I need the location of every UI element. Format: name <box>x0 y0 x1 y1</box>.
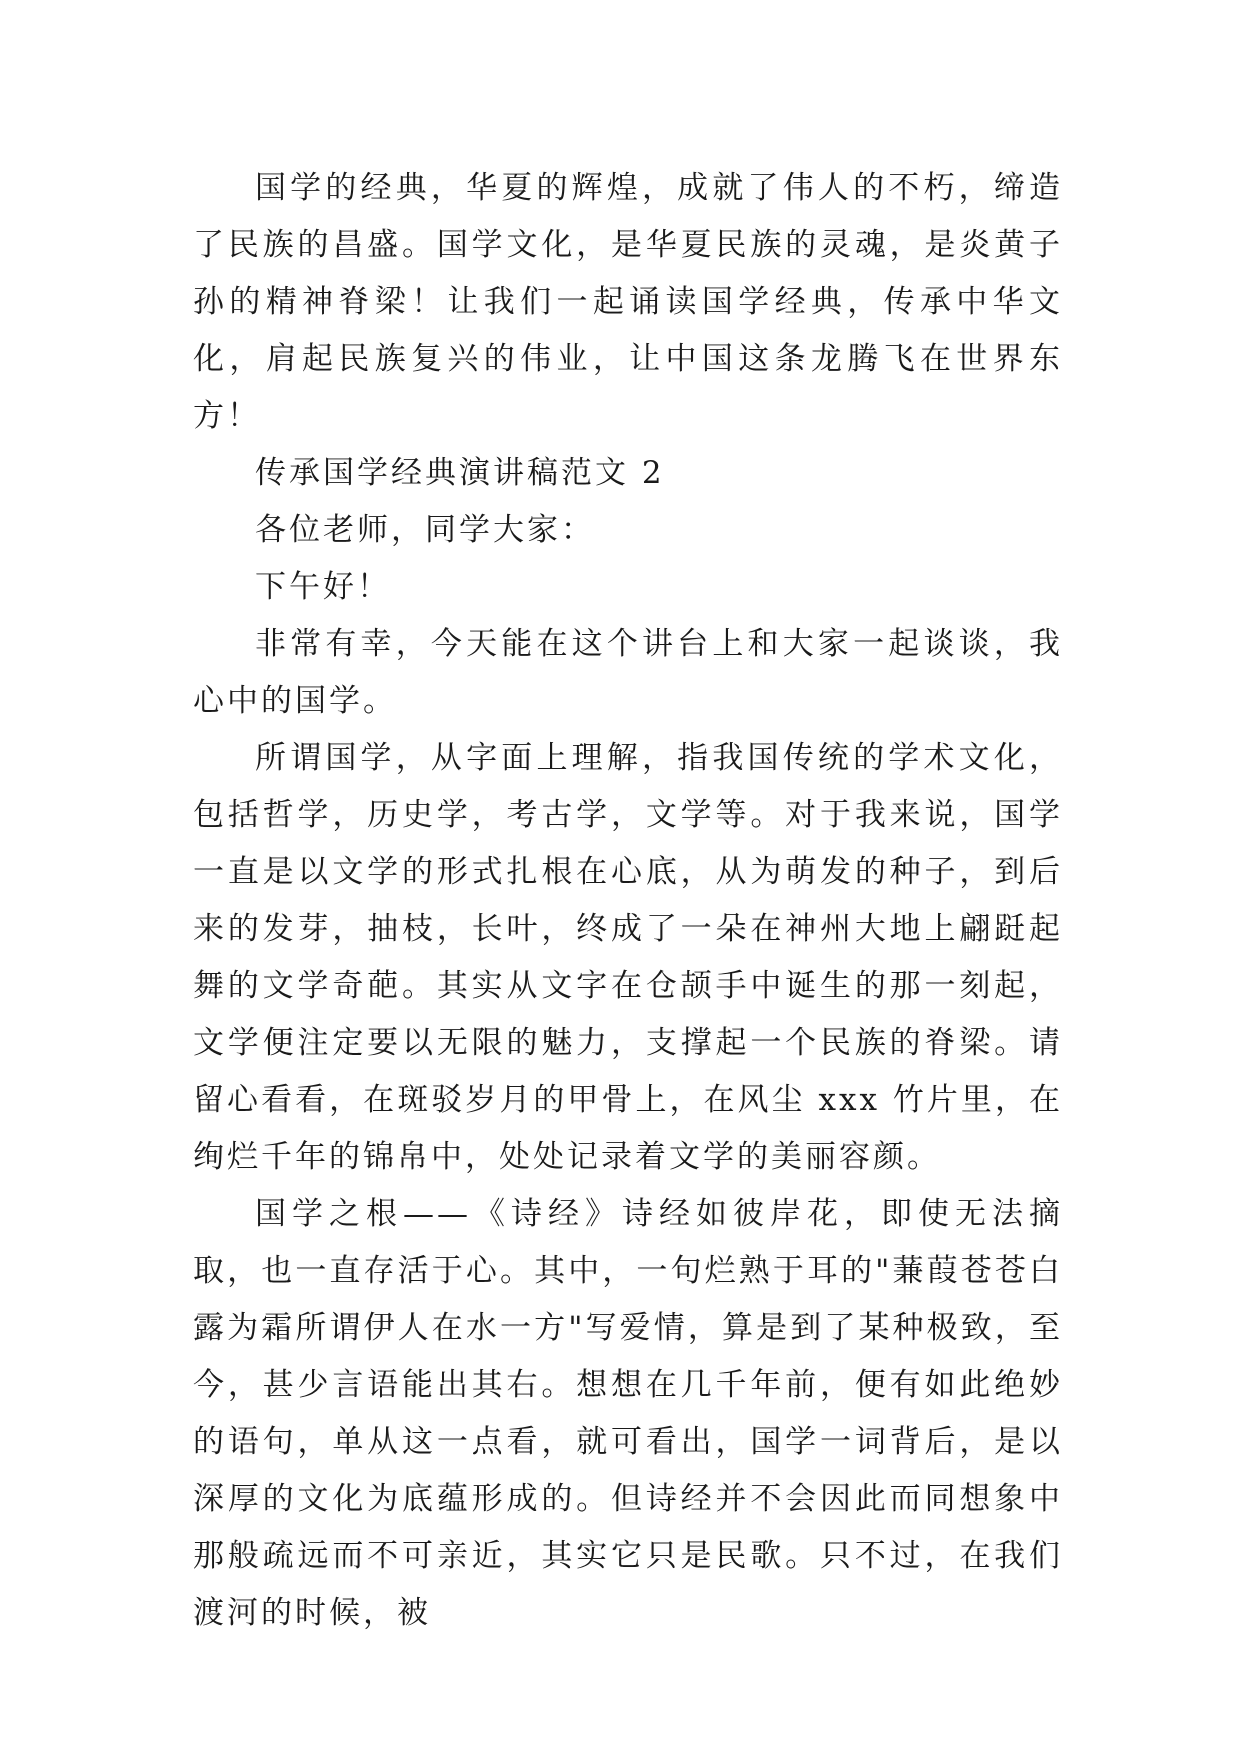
salutation: 各位老师，同学大家： <box>255 512 595 548</box>
paragraph-shijing: 国学之根——《诗经》诗经如彼岸花，即使无法摘取，也一直存活于心。其中，一句烂熟于耳的"蒹葭苍苍白露为霜所谓伊人在水一方"写爱情，算是到了某种极致，至今，甚少言语能出其右。想想在几千年前，便有如此绝妙的语句，单从这一点看，就可看出，国学一词背后，是以深厚的文化为底蕴形成的。但诗经并不会因此而同想象中那般疏远而不可亲近，其实它只是民歌。只不过，在我们渡河的时候，被 <box>193 1196 1063 1631</box>
paragraph-definition: 所谓国学，从字面上理解，指我国传统的学术文化，包括哲学，历史学，考古学，文学等。对于我来说，国学一直是以文学的形式扎根在心底，从为萌发的种子，到后来的发芽，抽枝，长叶，终成了一朵在神州大地上翩跹起舞的文学奇葩。其实从文字在仓颉手中诞生的那一刻起，文学便注定要以无限的魅力，支撑起一个民族的脊梁。请留心看看，在斑驳岁月的甲骨上，在风尘 xxx 竹片里，在绚烂千年的锦帛中，处处记录着文学的美丽容颜。 <box>193 740 1063 1175</box>
section-heading: 传承国学经典演讲稿范文 2 <box>255 455 665 491</box>
paragraph-opening: 非常有幸，今天能在这个讲台上和大家一起谈谈，我心中的国学。 <box>193 626 1063 719</box>
paragraph-intro-conclusion: 国学的经典，华夏的辉煌，成就了伟人的不朽，缔造了民族的昌盛。国学文化，是华夏民族的灵魂，是炎黄子孙的精神脊梁！让我们一起诵读国学经典，传承中华文化，肩起民族复兴的伟业，让中国这条龙腾飞在世界东方！ <box>193 170 1063 434</box>
greeting: 下午好！ <box>255 569 391 605</box>
document-body <box>193 160 1063 1642</box>
